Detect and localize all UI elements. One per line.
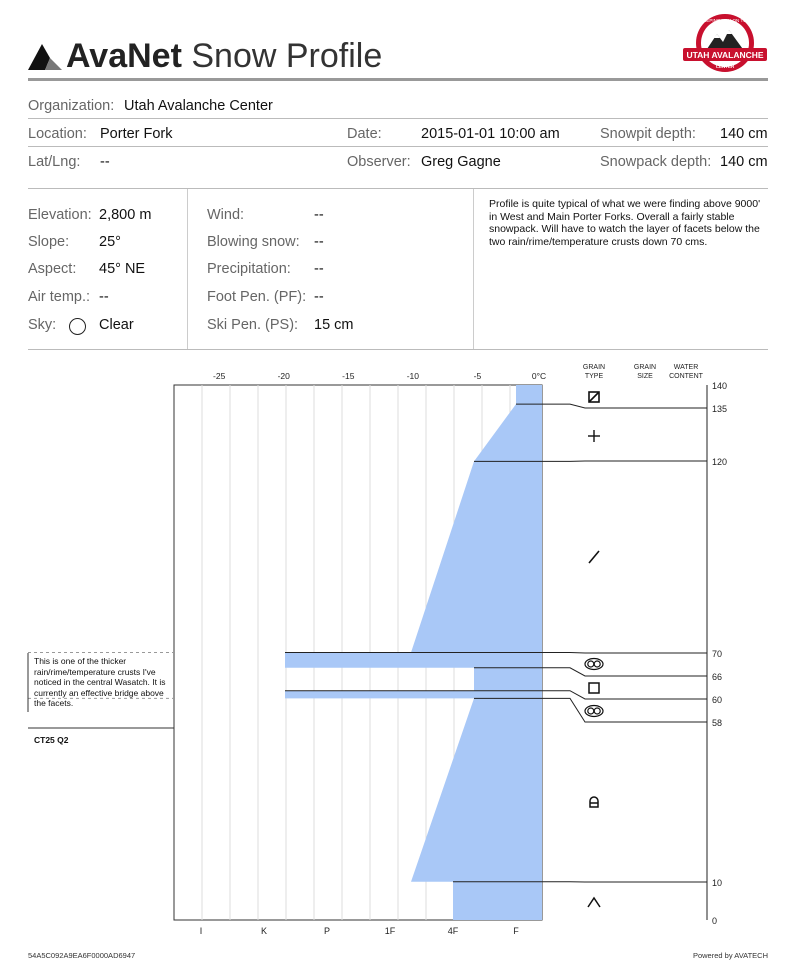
latlng-label: Lat/Lng: [28,154,81,170]
temperature-tick-label: -5 [473,371,482,381]
precipitation-value: -- [314,261,324,277]
temperature-tick-label: -15 [342,371,355,381]
blowing-snow-value: -- [314,234,324,250]
wind-value: -- [314,207,324,223]
powered-by: Powered by AVATECH [692,951,768,960]
air-temp-label: Air temp.: [28,289,91,305]
snowpit-depth-value: 140 cm [720,126,768,142]
decomposing-fragments-icon [589,551,599,563]
location-label: Location: [28,126,87,142]
brand-bold: AvaNet [66,37,182,75]
foot-pen-label: Foot Pen. (PF): [207,289,307,305]
rounded-polycrystals-icon [594,708,600,714]
elevation-value: 2,800 m [99,207,152,223]
location-value: Porter Fork [100,126,173,142]
elevation-label: Elevation: [28,207,92,223]
column-header-label: SIZE [637,373,653,380]
organization-label: Organization: [28,98,115,114]
column-header-label: GRAIN [633,364,657,371]
observer-label: Observer: [347,154,411,170]
observer-value: Greg Gagne [421,154,501,170]
layer-label-connector [542,404,707,408]
organization-value: Utah Avalanche Center [124,98,273,114]
air-temp-value: -- [99,289,109,305]
hardness-tick-label: 1F [384,926,396,936]
melt-freeze-crust-icon [589,392,599,402]
profile-comment: Profile is quite typical of what we were finding above 9000' in West and Main Porter Forks. Overall a fairly stable snowpack. Will have to watch the layer of facets below the two rain/rime/temperature crusts down 70 cms. [489,198,761,248]
column-header-label: CONTENT [669,373,703,380]
layer-label-connector [542,691,707,699]
ski-pen-value: 15 cm [314,317,354,333]
rounded-polycrystals-icon [588,661,594,667]
snowpack-depth-label: Snowpack depth: [600,154,712,170]
ski-pen-label: Ski Pen. (PS): [207,317,299,333]
snowpit-depth-label: Snowpit depth: [600,126,696,142]
surface-hoar-icon [588,898,600,907]
height-tick-label: 66 [712,672,723,682]
badge-sub-text: CENTER [715,64,735,69]
stability-test-result: CT25 Q2 [34,735,69,745]
latlng-value: -- [100,154,110,170]
aspect-value: 45° NE [99,261,146,277]
height-tick-label: 135 [712,404,728,414]
date-value: 2015-01-01 10:00 am [421,126,560,142]
temperature-tick-label: 0°C [531,371,547,381]
temperature-tick-label: -25 [213,371,226,381]
slope-label: Slope: [28,234,70,250]
hardness-tick-label: 4F [447,926,459,936]
layer-label-connector [542,668,707,676]
height-tick-label: 60 [712,695,723,705]
badge-top-text: KEEPING YOU ON TOP [700,18,750,23]
foot-pen-value: -- [314,289,324,305]
rounded-polycrystals-icon [588,708,594,714]
layer-label-connector [542,653,707,654]
column-header-label: TYPE [584,373,604,380]
height-tick-label: 58 [712,718,723,728]
slope-value: 25° [99,234,121,250]
height-tick-label: 0 [712,916,718,926]
aspect-label: Aspect: [28,261,77,277]
height-tick-label: 10 [712,878,723,888]
sky-label: Sky: [28,317,57,333]
height-tick-label: 120 [712,457,728,467]
layer-label-connector [542,698,707,722]
faceted-crystals-icon [589,683,599,693]
badge-name-text: UTAH AVALANCHE [686,50,764,60]
hardness-tick-label: K [260,926,268,936]
temperature-tick-label: -20 [277,371,290,381]
sky-value: Clear [99,317,134,333]
hardness-tick-label: F [513,926,519,936]
column-header-label: GRAIN [582,364,606,371]
temperature-tick-label: -10 [406,371,420,381]
profile-id: 54A5C092A9EA6F0000AD6947 [28,951,136,960]
height-tick-label: 70 [712,649,723,659]
wind-label: Wind: [207,207,245,223]
height-tick-label: 140 [712,381,728,391]
rounded-polycrystals-icon [594,661,600,667]
precipitation-label: Precipitation: [207,261,291,277]
layer-note: This is one of the thicker rain/rime/temperature crusts I've noticed in the central Wasatch. It is currently an effective bridge above the facets. [34,656,166,708]
brand-rest: Snow Profile [191,37,383,75]
blowing-snow-label: Blowing snow: [207,234,300,250]
date-label: Date: [347,126,382,142]
hardness-tick-label: P [323,926,331,936]
hardness-tick-label: I [199,926,203,936]
snowpack-depth-value: 140 cm [720,154,768,170]
column-header-label: WATER [673,364,699,371]
depth-hoar-icon [590,797,598,807]
